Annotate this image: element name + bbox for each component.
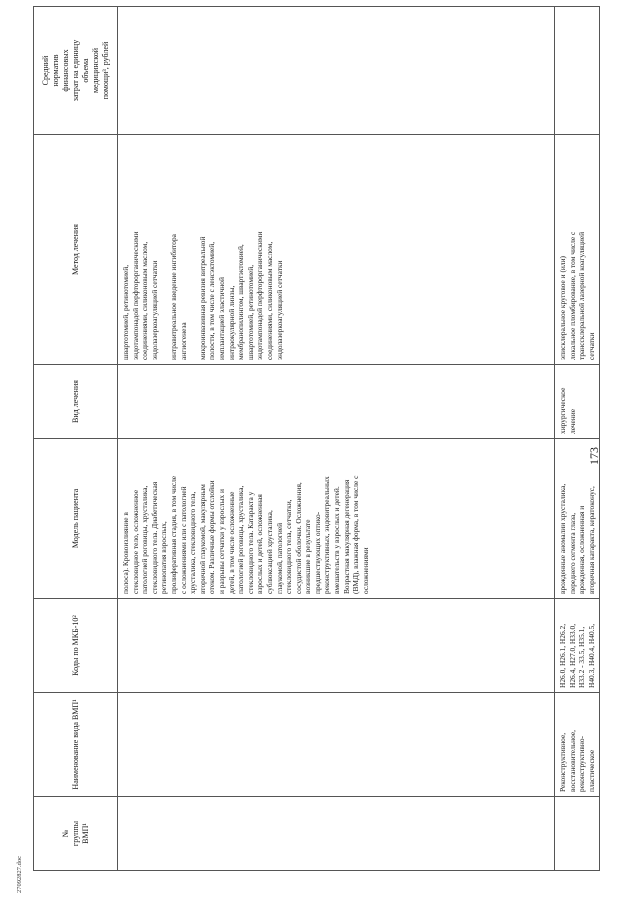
cell-codes: H26.0, H26.1, H26.2, H26.4, H27.0, H33.0, H33.2 - 33.5, H35.1, H40.3, H40.4, H40.5, xyxy=(555,599,600,693)
header-average-cost: Средний норматив финансовых затрат на единицу объема медицинской помощи³, рублей xyxy=(34,7,118,135)
table-header-row xyxy=(34,7,118,871)
cell-name: Реконструктивное, восстановительное, реконструктивно- пластическое xyxy=(555,693,600,797)
header-treatment-kind: Вид лечения xyxy=(34,365,118,439)
header-vmp-name: Наименование вида ВМП¹ xyxy=(34,693,118,797)
header-patient-model: Модель пациента xyxy=(34,439,118,599)
cell-kind: хирургическое лечение xyxy=(555,365,600,439)
cell-cost xyxy=(118,7,555,135)
page-number: 173 xyxy=(587,447,601,465)
table-row xyxy=(555,7,600,871)
cell-cost xyxy=(555,7,600,135)
cell-group xyxy=(555,797,600,871)
header-icd-codes: Коды по МКБ-10² xyxy=(34,599,118,693)
document-footer: 27092827.doc xyxy=(16,855,23,893)
cell-model: врожденные аномалии хрусталика, переднего сегмента глаза, врожденная, осложненная и вторичная катаракта, кератоконус, xyxy=(555,439,600,599)
table-row xyxy=(118,7,555,871)
header-group-number: № группы ВМП¹ xyxy=(34,797,118,871)
cell-group xyxy=(118,797,555,871)
cell-kind xyxy=(118,365,555,439)
vmp-table xyxy=(33,6,600,871)
header-treatment-method: Метод лечения xyxy=(34,135,118,365)
cell-name xyxy=(118,693,555,797)
cell-method: швартотомией, ретинотомией, эндотампонадой перфторорганическими соединениями, силиконовым маслом, эндолазеркоагуляцией сетчатки интравитреальное введение ингибитора ангиогенеза микроинвазивная ревизия витреальной полости, в том числе с ленсэктомией, имплантацией эластичной интраокулярной линзы, мембранопилингом, швартэктомией, швартотомией, ретинотомией, эндотампонадой перфторорганическими соединениями, силиконовым маслом, эндолазеркоагуляцией сетчатки xyxy=(118,135,555,365)
cell-method: эписклеральное круговое и (или) локальное пломбирование, в том числе с транссклеральной лазерной коагуляцией сетчатки xyxy=(555,135,600,365)
cell-codes xyxy=(118,599,555,693)
cell-model: полоса). Кровоизлияние в стекловидное тело, осложненное патологией роговицы, хрусталика, стекловидного тела. Диабетическая ретинопатия взрослых, пролиферативная стадия, в том числе с осложнениями или с патологией хрусталика, стекловидного тела, вторичной глаукомой, макулярным отеком. Различные формы отслойки и разрывы сетчатки у взрослых и детей, в том числе осложненные патологией роговицы, хрусталика, стекловидного тела. Катаракта у взрослых и детей, осложненная сублюксацией хрусталика, глаукомой, патологией стекловидного тела, сетчатки, сосудистой оболочки. Осложнения, возникшие в результате предшествующих оптико- реконструктивных, эндовитреальных вмешательств у взрослых и детей. Возрастная макулярная дегенерация (ВМД), влажная форма, в том числе с осложнениями xyxy=(118,439,555,599)
